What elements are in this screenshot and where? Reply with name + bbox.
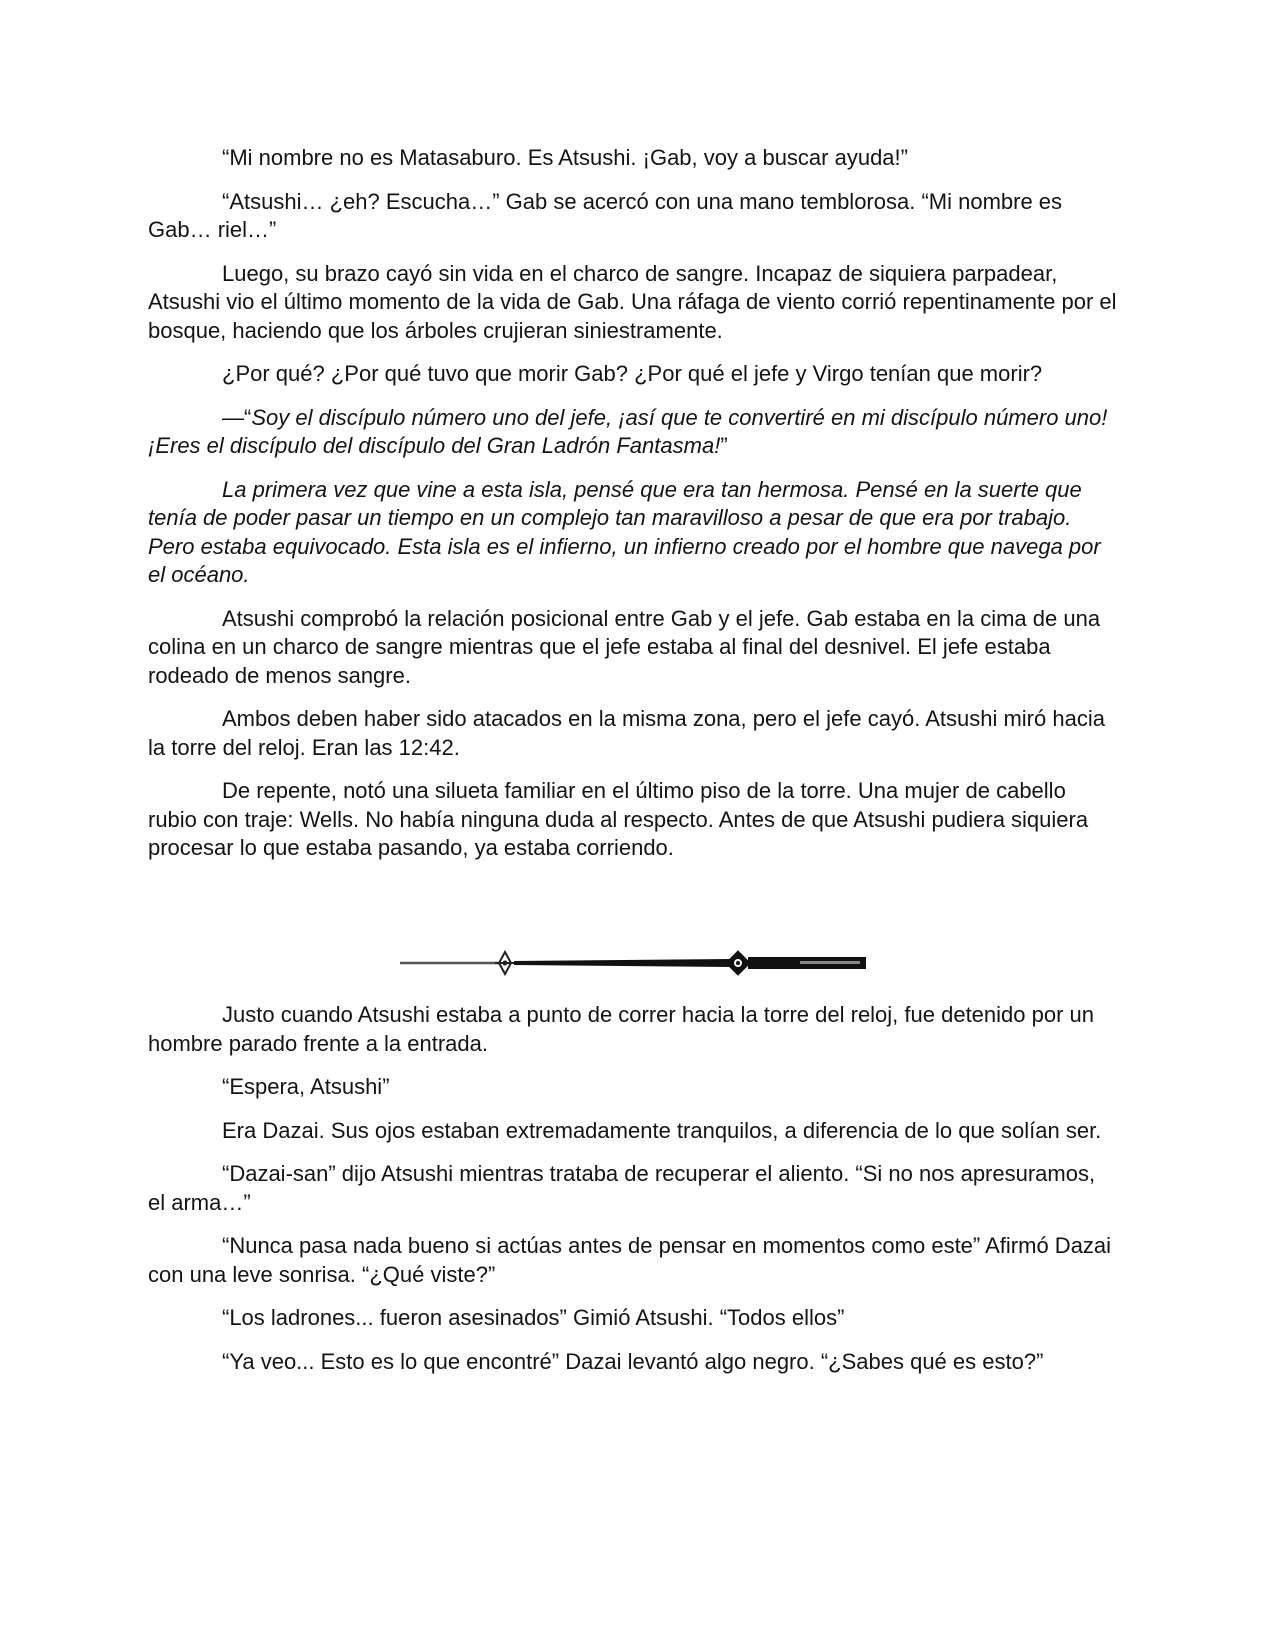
ornamental-divider-icon — [400, 948, 870, 978]
paragraph-italic: La primera vez que vine a esta isla, pensé que era tan hermosa. Pensé en la suerte que tenía de poder pasar un tiempo en un complejo tan maravilloso a pesar de que era por trabajo. Pero estaba equivocado. Esta isla es el infierno, un infierno creado por el hombre que navega por el océano. — [148, 476, 1101, 587]
paragraph: “Mi nombre no es Matasaburo. Es Atsushi. ¡Gab, voy a buscar ayuda!” — [222, 145, 908, 170]
paragraph: Luego, su brazo cayó sin vida en el charco de sangre. Incapaz de siquiera parpadear, Atsushi vio el último momento de la vida de Gab. Una ráfaga de viento corrió repentinamente por el bosque, haciendo que los árboles crujieran siniestramente. — [148, 260, 1117, 343]
quote-close: ” — [720, 433, 728, 458]
quote-dash: —“ — [222, 404, 252, 430]
section-one — [148, 144, 1118, 878]
divider-ornament-left — [495, 952, 515, 974]
paragraph: “Espera, Atsushi” — [222, 1074, 390, 1099]
divider-bar-highlight — [800, 961, 860, 964]
divider-ornament-right — [725, 950, 750, 975]
divider-bar-main — [514, 959, 730, 967]
section-two — [148, 1001, 1118, 1391]
paragraph: Ambos deben haber sido atacados en la misma zona, pero el jefe cayó. Atsushi miró hacia la torre del reloj. Eran las 12:42. — [148, 706, 1105, 760]
paragraph: “Dazai-san” dijo Atsushi mientras trataba de recuperar el aliento. “Si no nos apresuramos, el arma…” — [148, 1161, 1096, 1215]
paragraph: “Atsushi… ¿eh? Escucha…” Gab se acercó con una mano temblorosa. “Mi nombre es Gab… riel…” — [148, 188, 1063, 242]
paragraph: ¿Por qué? ¿Por qué tuvo que morir Gab? ¿Por qué el jefe y Virgo tenían que morir? — [222, 361, 1043, 386]
quote-italic-text: Soy el discípulo número uno del jefe, ¡así que te convertiré en mi discípulo número uno! ¡Eres el discípulo del discípulo del Gran Ladrón Fantasma! — [148, 404, 1108, 458]
divider-graphic — [400, 948, 870, 978]
paragraph: “Nunca pasa nada bueno si actúas antes de pensar en momentos como este” Afirmó Dazai con una leve sonrisa. “¿Qué viste?” — [148, 1233, 1112, 1287]
paragraph: “Los ladrones... fueron asesinados” Gimió Atsushi. “Todos ellos” — [222, 1305, 845, 1330]
paragraph: Era Dazai. Sus ojos estaban extremadamente tranquilos, a diferencia de lo que solían ser. — [222, 1117, 1102, 1143]
paragraph: Justo cuando Atsushi estaba a punto de correr hacia la torre del reloj, fue detenido por un hombre parado frente a la entrada. — [148, 1002, 1095, 1056]
paragraph: “Ya veo... Esto es lo que encontré” Dazai levantó algo negro. “¿Sabes qué es esto?” — [222, 1348, 1044, 1374]
paragraph: De repente, notó una silueta familiar en el último piso de la torre. Una mujer de cabello rubio con traje: Wells. No había ninguna duda al respecto. Antes de que Atsushi pudiera siquiera procesar lo que estaba pasando, ya estaba corriendo. — [148, 778, 1089, 860]
paragraph: Atsushi comprobó la relación posicional entre Gab y el jefe. Gab estaba en la cima de una colina en un charco de sangre mientras que el jefe estaba al final del desnivel. El jefe estaba rodeado de menos sangre. — [148, 605, 1101, 688]
paragraph-italic-quote — [148, 404, 1118, 461]
